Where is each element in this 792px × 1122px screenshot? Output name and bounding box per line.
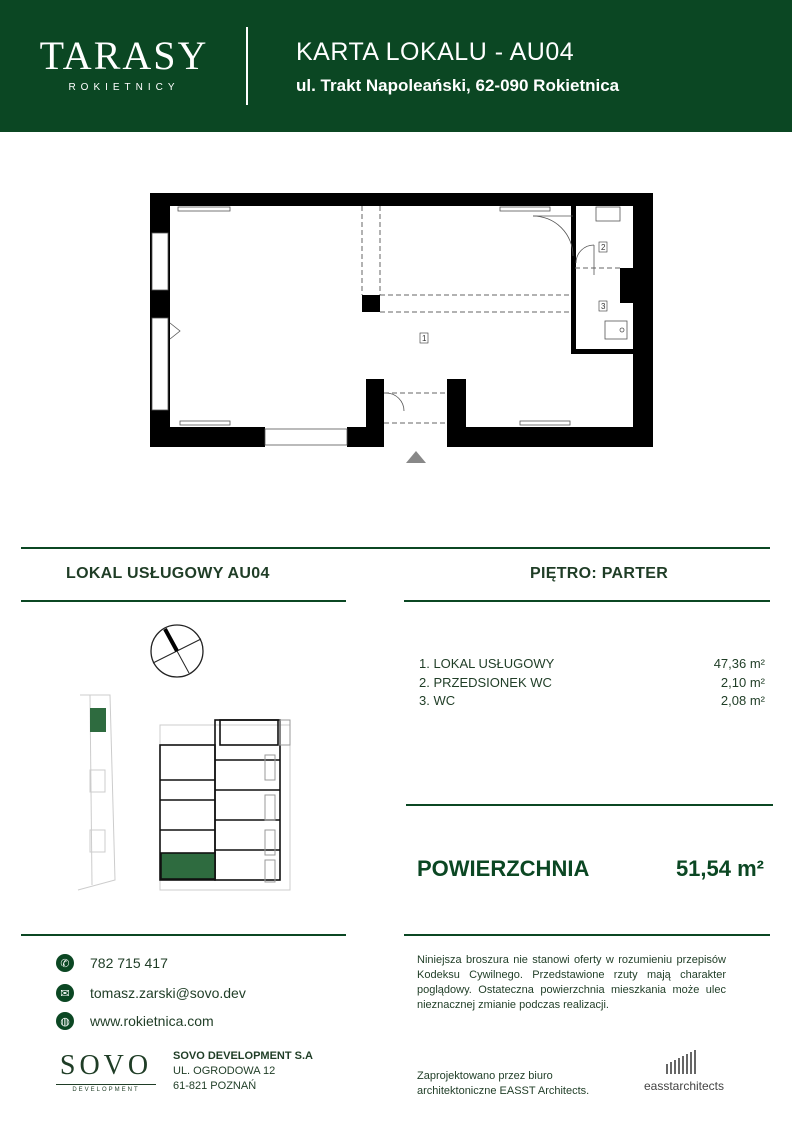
sovo-logo-line [56, 1084, 156, 1085]
divider-total [406, 804, 773, 806]
compass-icon [147, 623, 207, 679]
page-address: ul. Trakt Napoleański, 62-090 Rokietnica [296, 76, 620, 95]
website-link[interactable]: www.rokietnica.com [90, 1013, 214, 1029]
designed-by-text: Zaprojektowano przez biuro architektoniczne EASST Architects. [417, 1070, 590, 1097]
floor-plan [150, 193, 655, 465]
easst-logo [639, 1050, 729, 1093]
divider-top [21, 547, 770, 549]
room-label-1: 1 [422, 334, 427, 343]
room-area: 2,08 m² [720, 693, 765, 708]
entrance-arrow-icon [406, 451, 426, 463]
phone-icon: ✆ [56, 954, 74, 972]
total-area-value: 51,54 m² [675, 856, 764, 881]
contact-website[interactable] [56, 1012, 214, 1030]
divider-right [404, 600, 770, 602]
page-title: KARTA LOKALU - AU04 [296, 38, 575, 66]
room-row [419, 675, 765, 690]
sovo-logo-sub: DEVELOPMENT [72, 1087, 140, 1093]
company-street: UL. OGRODOWA 12 [173, 1065, 276, 1077]
room-name: 1. LOKAL USŁUGOWY [419, 656, 555, 671]
room-label-3: 3 [601, 302, 606, 311]
room-area: 2,10 m² [720, 675, 765, 690]
sovo-logo [56, 1051, 156, 1093]
floor-title: PIĘTRO: PARTER [530, 565, 669, 582]
tarasy-logo [38, 34, 210, 93]
site-plan [70, 690, 300, 895]
header-banner [0, 0, 792, 132]
disclaimer-text: Niniejsza broszura nie stanowi oferty w rozumieniu przepisów Kodeksu Cywilnego. Przedstawione rzuty mają charakter poglądowy. Ostateczna powierzchnia mieszkania może ulec nieznacznej zmianie podczas realizacji. [417, 954, 726, 1011]
company-name: SOVO DEVELOPMENT S.A [173, 1050, 313, 1062]
email-link[interactable]: tomasz.zarski@sovo.dev [90, 985, 246, 1001]
divider-bottom-left [21, 934, 346, 936]
unit-title: LOKAL USŁUGOWY AU04 [66, 565, 270, 582]
header-divider [246, 27, 248, 105]
room-name: 2. PRZEDSIONEK WC [419, 675, 552, 690]
room-row [419, 693, 765, 708]
globe-icon: ◍ [56, 1012, 74, 1030]
contact-email[interactable] [56, 984, 246, 1002]
divider-bottom-right [404, 934, 770, 936]
room-area: 47,36 m² [713, 656, 765, 671]
contact-phone[interactable] [56, 954, 168, 972]
room-row [419, 656, 765, 671]
company-city: 61-821 POZNAŃ [173, 1080, 257, 1092]
logo-subtitle: ROKIETNICY [68, 82, 180, 93]
phone-number[interactable]: 782 715 417 [90, 955, 168, 971]
sovo-logo-text: SOVO [59, 1050, 153, 1081]
divider-left [21, 600, 346, 602]
easst-logo-text: easstarchitects [643, 1079, 725, 1093]
room-name: 3. WC [419, 693, 456, 708]
total-area-label: POWIERZCHNIA [417, 856, 590, 881]
company-info [173, 1049, 313, 1094]
email-icon: ✉ [56, 984, 74, 1002]
logo-brand: TARASY [39, 33, 209, 78]
easst-logo-icon [664, 1050, 704, 1076]
room-label-2: 2 [601, 243, 606, 252]
